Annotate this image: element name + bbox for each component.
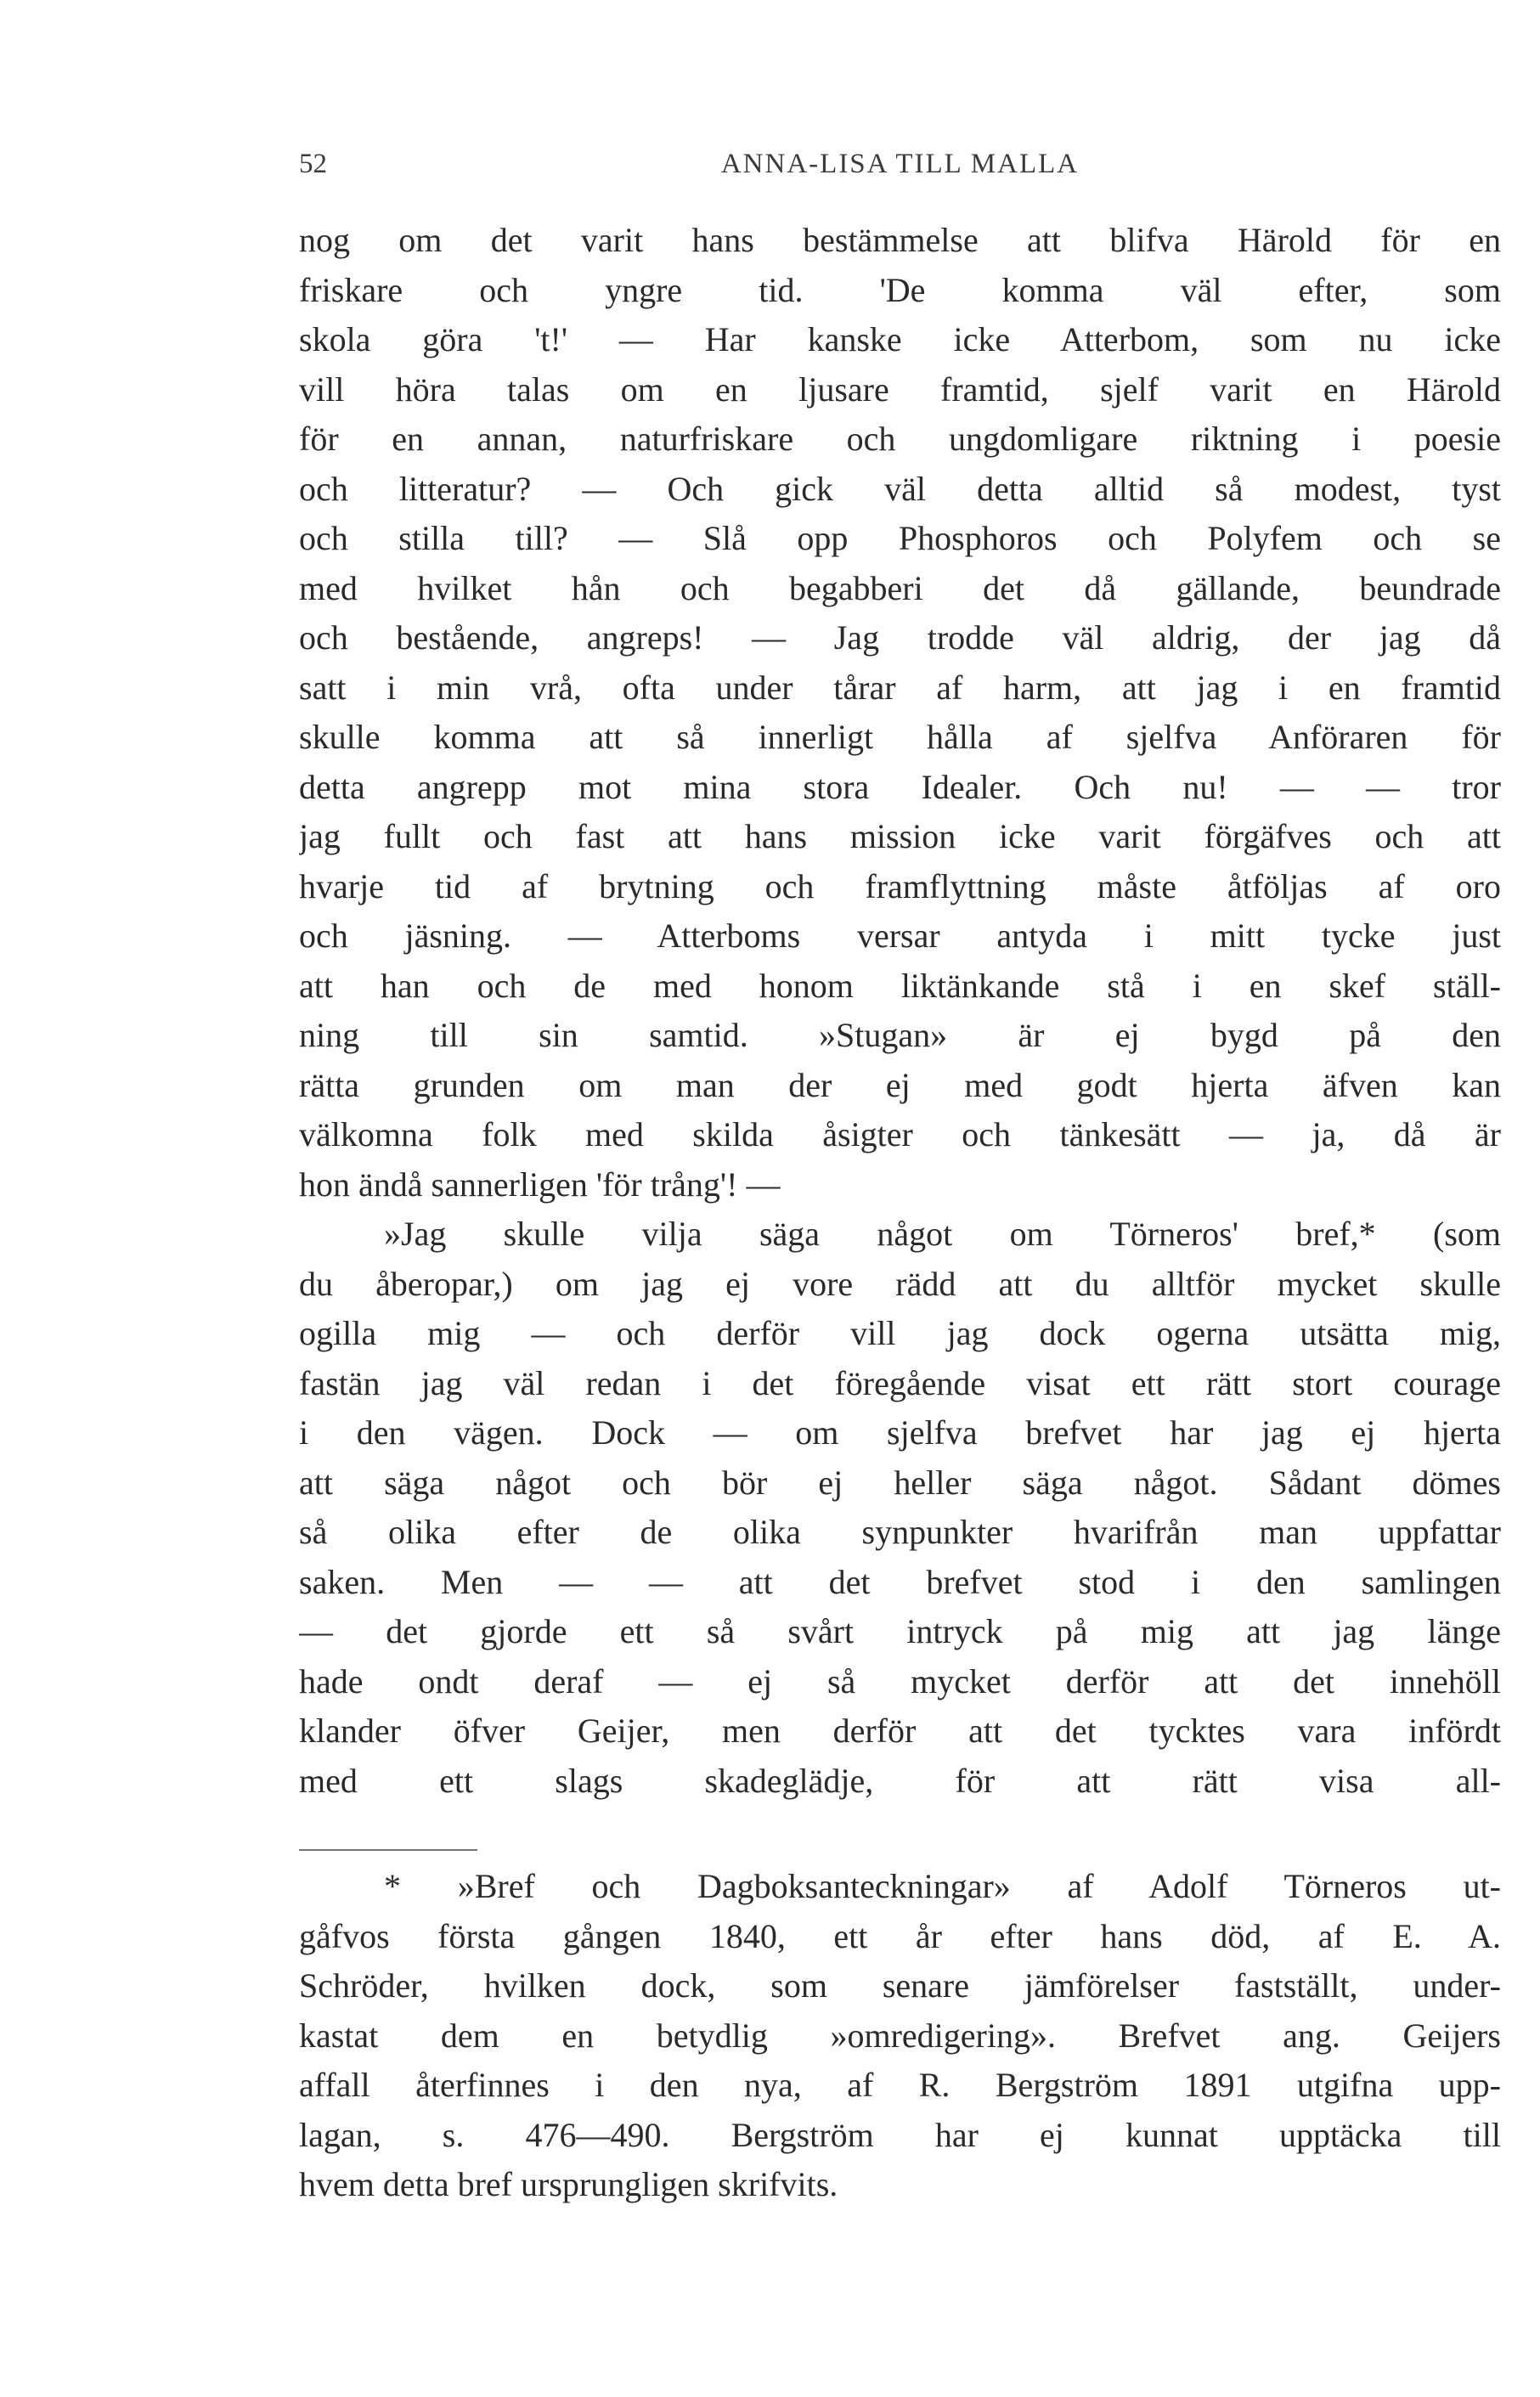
text-line: i den vägen. Dock — om sjelfva brefvet har jag ej hjerta bbox=[299, 1413, 1501, 1452]
text-line: hvarje tid af brytning och framflyttning måste åtföljas af oro bbox=[299, 866, 1501, 905]
page-number: 52 bbox=[299, 149, 327, 179]
text-line: ning till sin samtid. »Stugan» är ej bygd på den bbox=[299, 1016, 1501, 1054]
text-line: hon ändå sannerligen 'för trång'! — bbox=[299, 1165, 781, 1204]
footnote-divider bbox=[299, 1849, 477, 1851]
text-line: med ett slags skadeglädje, för att rätt visa all- bbox=[299, 1761, 1501, 1800]
running-head: ANNA-LISA TILL MALLA bbox=[720, 149, 1080, 179]
text-line: och bestående, angreps! — Jag trodde väl aldrig, der jag då bbox=[299, 618, 1501, 657]
text-line: och stilla till? — Slå opp Phosphoros och Polyfem och se bbox=[299, 519, 1501, 557]
body-text bbox=[299, 216, 1501, 1806]
text-line: och jäsning. — Atterboms versar antyda i mitt tycke just bbox=[299, 916, 1501, 955]
text-line: rätta grunden om man der ej med godt hjerta äfven kan bbox=[299, 1065, 1501, 1104]
page-header bbox=[299, 149, 1501, 191]
text-line: och litteratur? — Och gick väl detta alltid så modest, tyst bbox=[299, 469, 1501, 508]
text-line: friskare och yngre tid. 'De komma väl efter, som bbox=[299, 270, 1501, 309]
footnote bbox=[299, 1862, 1501, 2210]
footnote-line: * »Bref och Dagboksanteckningar» af Adolf Törneros ut- bbox=[384, 1867, 1501, 1905]
text-line: så olika efter de olika synpunkter hvarifrån man uppfattar bbox=[299, 1513, 1501, 1551]
text-line: skulle komma att så innerligt hålla af sjelfva Anföraren för bbox=[299, 718, 1501, 756]
footnote-line: Schröder, hvilken dock, som senare jämförelser fastställt, under- bbox=[299, 1966, 1501, 2005]
footnote-line: gåfvos första gången 1840, ett år efter hans död, af E. A. bbox=[299, 1916, 1501, 1955]
text-line: välkomna folk med skilda åsigter och tänkesätt — ja, då är bbox=[299, 1115, 1501, 1153]
text-line: satt i min vrå, ofta under tårar af harm, att jag i en framtid bbox=[299, 668, 1501, 707]
text-line: vill höra talas om en ljusare framtid, sjelf varit en Härold bbox=[299, 369, 1501, 409]
text-line: fastän jag väl redan i det föregående visat ett rätt stort courage bbox=[299, 1363, 1501, 1402]
footnote-line: lagan, s. 476—490. Bergström har ej kunnat upptäcka till bbox=[299, 2115, 1501, 2154]
text-line: klander öfver Geijer, men derför att det tycktes vara infördt bbox=[299, 1712, 1501, 1750]
text-line: du åberopar,) om jag ej vore rädd att du alltför mycket skulle bbox=[299, 1264, 1501, 1303]
text-line: med hvilket hån och begabberi det då gällande, beundrade bbox=[299, 568, 1501, 607]
text-line: saken. Men — — att det brefvet stod i den samlingen bbox=[299, 1562, 1501, 1601]
text-line: hade ondt deraf — ej så mycket derför att det innehöll bbox=[299, 1661, 1501, 1700]
text-line: jag fullt och fast att hans mission icke varit förgäfves och att bbox=[299, 817, 1501, 855]
footnote-line: affall återfinnes i den nya, af R. Bergström 1891 utgifna upp- bbox=[299, 2066, 1501, 2104]
text-line: — det gjorde ett så svårt intryck på mig att jag länge bbox=[299, 1612, 1501, 1650]
text-line: skola göra 't!' — Har kanske icke Atterbom, som nu icke bbox=[299, 320, 1501, 358]
text-line: nog om det varit hans bestämmelse att blifva Härold för en bbox=[299, 221, 1501, 259]
text-line: att säga något och bör ej heller säga något. Sådant dömes bbox=[299, 1463, 1501, 1502]
text-line: för en annan, naturfriskare och ungdomligare riktning i poesie bbox=[299, 420, 1501, 458]
footnote-line: kastat dem en betydlig »omredigering». Brefvet ang. Geijers bbox=[299, 2016, 1501, 2055]
text-line: att han och de med honom liktänkande stå i en skef ställ- bbox=[299, 966, 1501, 1005]
text-line: ogilla mig — och derför vill jag dock ogerna utsätta mig, bbox=[299, 1314, 1501, 1352]
text-line: detta angrepp mot mina stora Idealer. Och nu! — — tror bbox=[299, 767, 1501, 806]
text-line: »Jag skulle vilja säga något om Törneros' bref,* (som bbox=[384, 1215, 1501, 1253]
footnote-line: hvem detta bref ursprungligen skrifvits. bbox=[299, 2165, 838, 2203]
